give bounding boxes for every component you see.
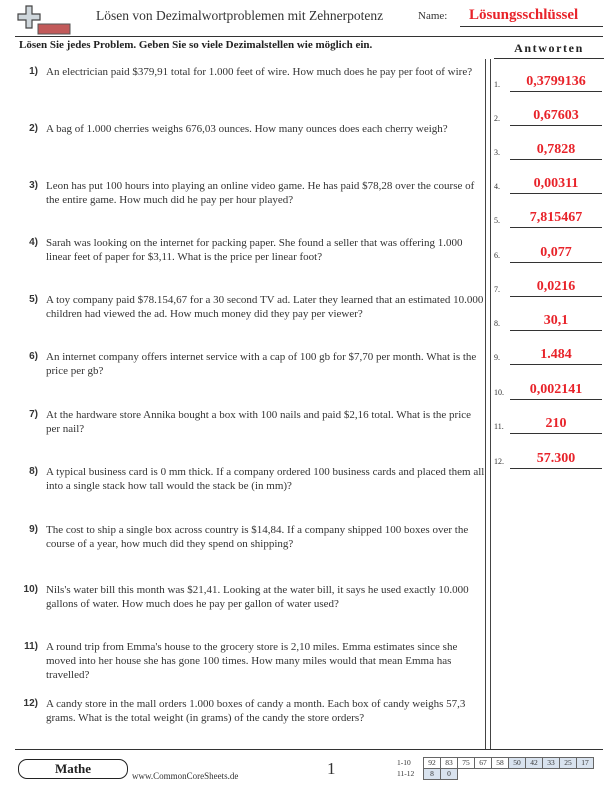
question-text: A toy company paid $78.154,67 for a 30 second TV ad. Later they learned that an estimated 10.000 children had viewed the ad. How much money did they pay per viewer? <box>46 294 484 320</box>
question-number: 1) <box>29 66 38 77</box>
answer-line <box>510 296 602 297</box>
question-text: At the hardware store Annika bought a box with 100 nails and paid $2,16 total. What is the price per nail? <box>46 409 472 435</box>
answer-row <box>494 174 606 194</box>
question-number: 5) <box>29 294 38 305</box>
instructions: Lösen Sie jedes Problem. Geben Sie so viele Dezimalstellen wie möglich ein. <box>19 39 373 51</box>
answer-value: 1.484 <box>540 347 572 362</box>
question-item <box>18 179 486 207</box>
answer-line <box>510 125 602 126</box>
answer-value: 0,3799136 <box>526 74 586 89</box>
answer-value: 0,0216 <box>536 279 576 294</box>
question-number: 7) <box>29 409 38 420</box>
score-row <box>393 758 594 769</box>
answer-row <box>494 345 606 365</box>
answer-line <box>510 399 602 400</box>
question-text: An internet company offers internet service with a cap of 100 gb for $7,70 per month. What is the price per gb? <box>46 351 477 377</box>
answer-line <box>510 364 602 365</box>
answer-row <box>494 106 606 126</box>
question-text: An electrician paid $379,91 total for 1.000 feet of wire. How much does he pay per foot of wire? <box>46 66 473 78</box>
answer-value: 0,67603 <box>533 108 579 123</box>
subject-badge: Mathe <box>18 759 128 779</box>
score-row <box>393 769 594 780</box>
score-cell: 58 <box>492 758 509 769</box>
question-item <box>18 583 486 611</box>
score-cell: 8 <box>424 769 441 780</box>
answer-value: 0,7828 <box>536 142 576 157</box>
answer-line <box>510 227 602 228</box>
question-item <box>18 640 486 682</box>
answer-value: 0,00311 <box>533 176 579 191</box>
answer-value: 0,002141 <box>529 382 583 397</box>
worksheet-title: Lösen von Dezimalwortproblemen mit Zehnerpotenz <box>96 8 384 23</box>
answer-line <box>510 468 602 469</box>
question-item <box>18 293 486 321</box>
score-row-label: 1-10 <box>397 758 411 767</box>
question-number: 11) <box>24 641 38 652</box>
answer-row <box>494 208 606 228</box>
page-number: 1 <box>327 759 336 778</box>
score-row-label: 11-12 <box>397 769 415 778</box>
answer-number: 9. <box>494 353 500 362</box>
answer-value: 210 <box>545 416 567 431</box>
question-item <box>18 408 486 436</box>
name-line <box>460 26 603 27</box>
answer-row <box>494 380 606 400</box>
answers-heading-underline <box>494 58 604 59</box>
answer-number: 3. <box>494 148 500 157</box>
question-item <box>18 465 486 493</box>
answer-value: 0,077 <box>540 245 572 260</box>
question-text: A candy store in the mall orders 1.000 boxes of candy a month. Each box of candy weighs 57,3 grams. What is the total weight (in grams) of the candy the store orders? <box>46 698 466 724</box>
answer-row <box>494 243 606 263</box>
score-cell: 42 <box>526 758 543 769</box>
answer-row <box>494 140 606 160</box>
question-number: 6) <box>29 351 38 362</box>
website-link[interactable]: www.CommonCoreSheets.de <box>132 771 239 781</box>
score-cell: 83 <box>441 758 458 769</box>
answer-key-label: Lösungsschlüssel <box>469 7 579 23</box>
answer-row <box>494 311 606 331</box>
answer-number: 11. <box>494 422 504 431</box>
column-divider <box>490 59 491 749</box>
question-text: The cost to ship a single box across country is $14,84. If a company shipped 100 boxes over the course of a year, how much did they spend on shipping? <box>46 524 469 550</box>
logo <box>16 4 72 36</box>
answer-row <box>494 72 606 92</box>
question-item <box>18 236 486 264</box>
answer-number: 1. <box>494 80 500 89</box>
question-text: Sarah was looking on the internet for packing paper. She found a seller that was offering 1.000 linear feet of paper for $3,11. What is the price per linear foot? <box>46 237 463 263</box>
answer-value: 7,815467 <box>529 210 583 225</box>
question-item <box>18 122 486 136</box>
answer-line <box>510 193 602 194</box>
answer-number: 2. <box>494 114 500 123</box>
score-cell: 50 <box>509 758 526 769</box>
question-number: 9) <box>29 524 38 535</box>
score-cell: 17 <box>577 758 594 769</box>
plus-minus-logo-icon <box>16 4 72 36</box>
name-label: Name: <box>418 10 448 22</box>
answer-line <box>510 91 602 92</box>
question-item <box>18 697 486 725</box>
question-number: 12) <box>23 698 38 709</box>
question-item <box>18 350 486 378</box>
question-text: A bag of 1.000 cherries weighs 676,03 ounces. How many ounces does each cherry weigh? <box>46 123 448 135</box>
answer-row <box>494 449 606 469</box>
answer-value: 30,1 <box>543 313 569 328</box>
answer-line <box>510 159 602 160</box>
header-divider <box>15 36 603 37</box>
question-number: 2) <box>29 123 38 134</box>
answer-number: 12. <box>494 457 504 466</box>
question-text: Leon has put 100 hours into playing an online video game. He has paid $78,28 over the course of the entire game. How much did he pay per hour played? <box>46 180 475 206</box>
question-number: 4) <box>29 237 38 248</box>
score-cell: 92 <box>424 758 441 769</box>
answer-number: 4. <box>494 182 500 191</box>
answer-line <box>510 433 602 434</box>
answer-number: 7. <box>494 285 500 294</box>
score-cell: 75 <box>458 758 475 769</box>
answer-line <box>510 262 602 263</box>
footer-divider <box>15 749 603 750</box>
answer-number: 6. <box>494 251 500 260</box>
question-text: Nils's water bill this month was $21,41. Looking at the water bill, it says he used exactly 10.000 gallons of water. How much does he pay per gallon of water used? <box>46 584 469 610</box>
answer-value: 57.300 <box>536 451 576 466</box>
score-cell: 25 <box>560 758 577 769</box>
score-cell: 0 <box>441 769 458 780</box>
score-table <box>393 757 594 780</box>
answer-row <box>494 277 606 297</box>
answer-line <box>510 330 602 331</box>
answer-number: 10. <box>494 388 504 397</box>
answers-heading: Antworten <box>514 41 584 55</box>
answer-number: 8. <box>494 319 500 328</box>
answer-row <box>494 414 606 434</box>
question-text: A round trip from Emma's house to the grocery store is 2,10 miles. Emma estimates since she moved into her house she has gone 100 times. How many miles would that mean Emma has travelled? <box>46 641 458 681</box>
question-item <box>18 65 486 79</box>
score-cell: 67 <box>475 758 492 769</box>
question-number: 3) <box>29 180 38 191</box>
question-item <box>18 523 486 551</box>
question-number: 8) <box>29 466 38 477</box>
answer-number: 5. <box>494 216 500 225</box>
question-text: A typical business card is 0 mm thick. If a company ordered 100 business cards and placed them all into a single stack how tall would the stack be (in mm)? <box>46 466 485 492</box>
question-number: 10) <box>23 584 38 595</box>
score-cell: 33 <box>543 758 560 769</box>
